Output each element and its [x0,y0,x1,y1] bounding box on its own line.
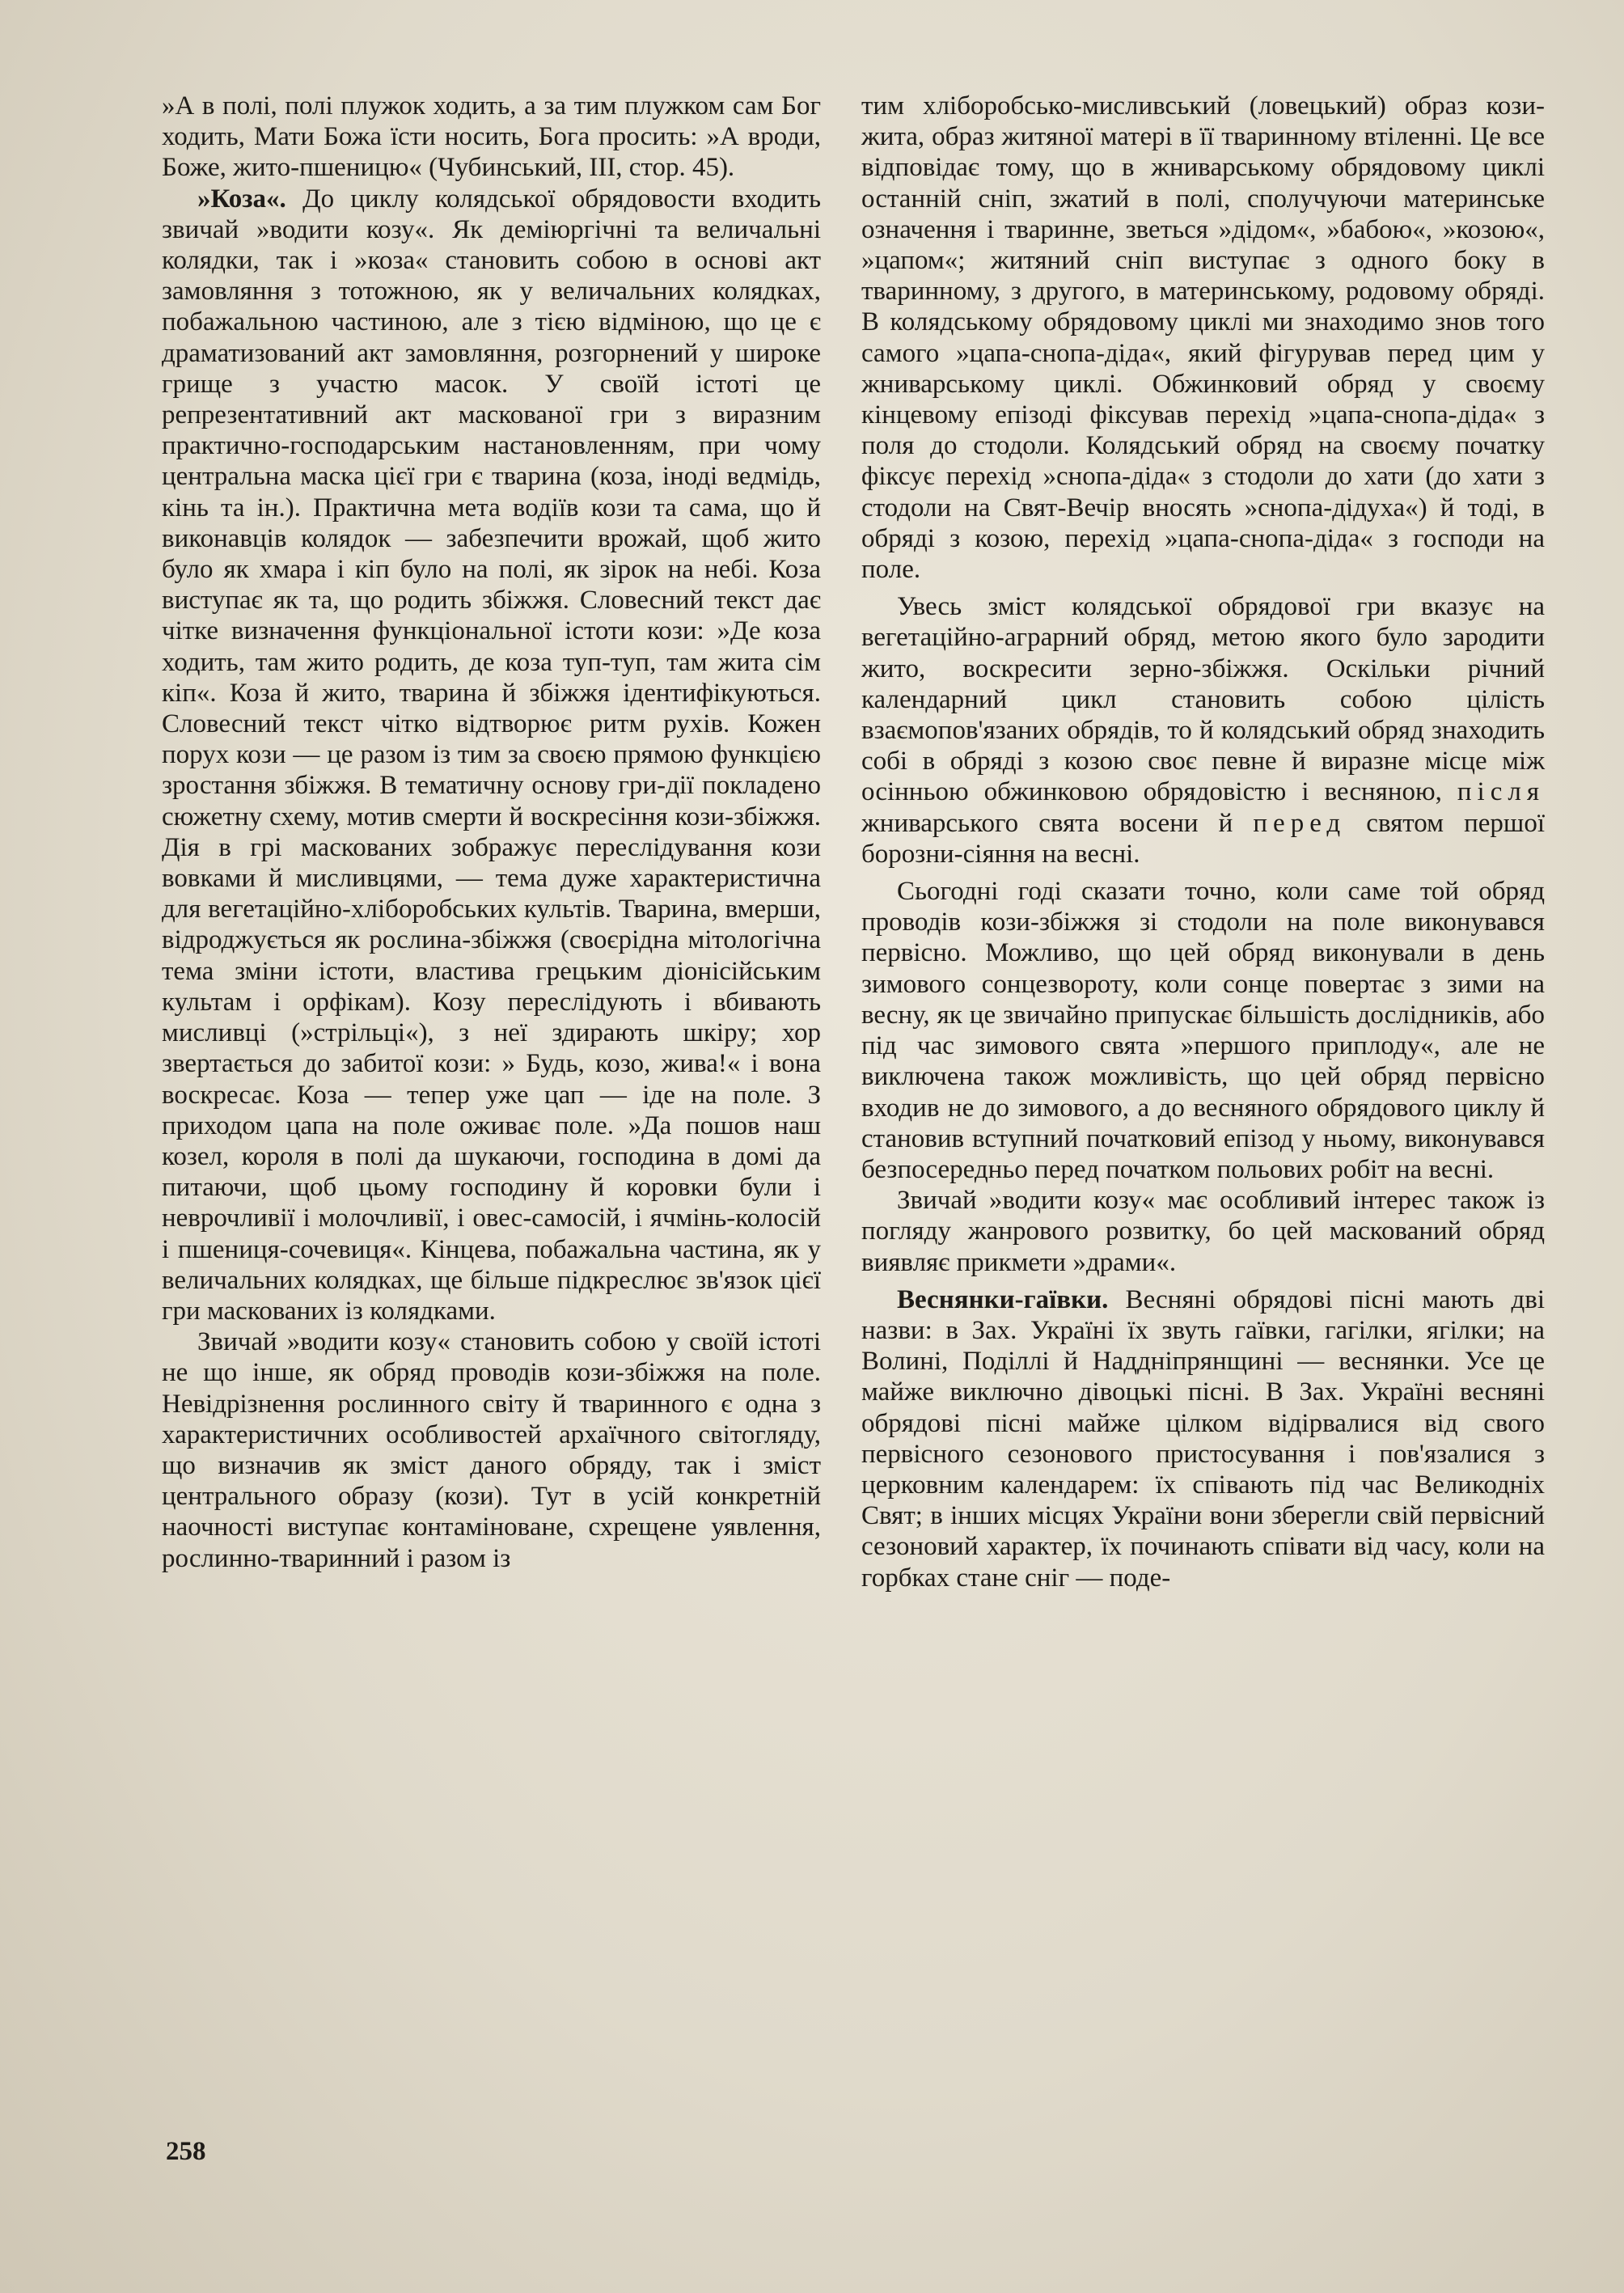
section-heading-koza: »Коза«. [197,184,286,214]
paragraph-koza-rite: Звичай »водити козу« становить собою у своїй істоті не що інше, як обряд проводів кози-збіжжя на поле. Невідрізнення рослинного світу й тваринного є одна з характеристичних особливостей архаїчного світогляду, що визначив як зміст даного обряду, так і зміст центрального образу (кози). Тут в усій конкретній наочності виступає контаміноване, схрещене уявлення, рослинно-тваринний і разом із [162,1327,821,1573]
paragraph-koza-text: До циклу колядської обрядовости входить звичай »водити козу«. Як деміюргічні та величальні колядки, так і »коза« становить собою в основі акт замовляння з тотожною, як у величальних колядках, побажальною частиною, але з тією відміною, що це є драматизований акт замовляння, розгорнений у широке грище з участю масок. У своїй істоті це репрезентативний акт маскованої гри з виразним практично-господарським настановленням, при чому центральна маска цієї гри є тварина (коза, іноді ведмідь, кінь та ін.). Практична мета водіїв кози та сама, що й виконавців колядок — забезпечити врожай, щоб жито було як хмара і кіп було на полі, як зірок на небі. Коза виступає як та, що родить збіжжя. Словесний текст дає чітке визначення функціональної істоти кози: »Де коза ходить, там жито родить, де коза туп-туп, там жита сім кіп«. Коза й жито, тварина й збіжжя ідентифікуються. Словесний текст чітко відтворює ритм рухів. Кожен порух кози — це разом із тим за своєю прямою функцією зростання збіжжя. В тематичну основу гри-дії покладено сюжетну схему, мотив смерти й воскресіння кози-збіжжя. Дія в грі маскованих зображує переслідування кози вовками й мисливцями, — тема дуже характеристична для вегетаційно-хліборобських культів. Тварина, вмерши, відроджується як рослина-збіжжя (своєрідна мітологічна тема зміни істоти, властива грецьким діонісійським культам і орфікам). Козу переслідують і вбивають мисливці (»стрільці«), з неї здирають шкіру; хор звертається до забитої кози: » Будь, козо, жива!« і вона воскресає. Коза — тепер уже цап — іде на поле. З приходом цапа на поле оживає поле. »Да пошов наш козел, короля в полі да шукаючи, господина в домі да питаючи, щоб цьому господину й коровки були і неврочливії і молочливії, і овес-самосій, і ячмінь-колосій і пшениця-сочевиця«. Кінцева, побажальна частина, як у величальних колядках, ще більше підкреслює зв'язок цієї гри маскованих із колядками. [162,184,821,1326]
text-segment: Увесь зміст колядської обрядової гри вказує на вегетаційно-аграрний обряд, метою якого було зародити жито, воскресити зерно-збіжжя. Оскільки річний календарний цикл становить собою цілість взаємопов'язаних обрядів, то й колядський обряд знаходить собі в обряді з козою своє певне й виразне місце між осінньою обжинковою обрядовістю і весняною, [861,592,1545,807]
paragraph-carol-ritual [861,591,1545,869]
text-segment: святом першої борозни-сіяння на весні. [861,808,1546,869]
spaced-word-after: після [1457,777,1545,807]
paragraph-drama: Звичай »водити козу« має особливий інтерес також із погляду жанрового розвитку, бо цей маскований обряд виявляє прикмети »драми«. [861,1186,1545,1277]
section-heading-vesnianky: Веснянки-гаївки. [897,1284,1109,1314]
left-column [162,91,821,1574]
paragraph-quote-plow: »А в полі, полі плужок ходить, а за тим плужком сам Бог ходить, Мати Божа їсти носить, Бога просить: »А вроди, Боже, жито-пшеницю« (Чубинський, III, стор. 45). [162,91,821,183]
page-number: 258 [166,2137,206,2166]
paragraph-vesnianky-text: Весняні обрядові пісні мають дві назви: в Зах. Україні їх звуть гаївки, гагілки, ягілки; на Волині, Поділлі й Наддніпрянщині — веснянки. Усе це майже виключно дівоцькі пісні. В Зах. Україні весняні обрядові пісні майже цілком відірвалися від свого первісного сезонового пристосування і пов'язалися з церковним календарем: їх співають під час Великодніх Свят; в інших місцях України вони зберегли свій первісний сезоновий характер, їх починають співати від часу, коли на горбках стане сніг — поде- [861,1284,1545,1593]
paragraph-koza [162,184,821,1327]
paragraph-continuation: тим хліборобсько-мисливський (ловецький) образ кози-жита, образ житяної матері в її тваринному втіленні. Це все відповідає тому, що в жниварському обрядовому циклі останній сніп, зжатий в полі, сполучуючи материнське означення і тваринне, зветься »дідом«, »бабою«, »козою«, »цапом«; житяний сніп виступає з одного боку в тваринному, з другого, в материнському, родовому обряді. В колядському обрядовому циклі ми знаходимо знов того самого »цапа-снопа-діда«, який фігурував перед цим у жниварському циклі. Обжинковий обряд у своєму кінцевому епізоді фіксував перехід »цапа-снопа-діда« з поля до стодоли. Колядський обряд на своєму початку фіксує перехід »снопа-діда« з стодоли до хати (до хати з стодоли на Свят-Вечір вносять »снопа-дідуха«) й тоді, в обряді з козою, перехід »цапа-снопа-діда« з господи на поле. [861,91,1545,585]
paragraph-today: Сьогодні годі сказати точно, коли саме той обряд проводів кози-збіжжя зі стодоли на поле виконувався первісно. Можливо, що цей обряд виконували в день зимового сонцезвороту, коли сонце повертає з зими на весну, як це звичайно припускає більшість дослідників, або під час зимового свята »першого приплоду«, але не виключена також можливість, що цей обряд первісно входив не до зимового, а до весняного обрядового циклу й становив вступний початковий епізод у ньому, виконувався безпосередньо перед початком польових робіт на весні. [861,877,1545,1184]
paragraph-vesnianky [861,1284,1545,1593]
text-segment: жниварського свята восени й [861,808,1254,838]
right-column [861,91,1545,1593]
spaced-word-before: перед [1253,808,1347,838]
